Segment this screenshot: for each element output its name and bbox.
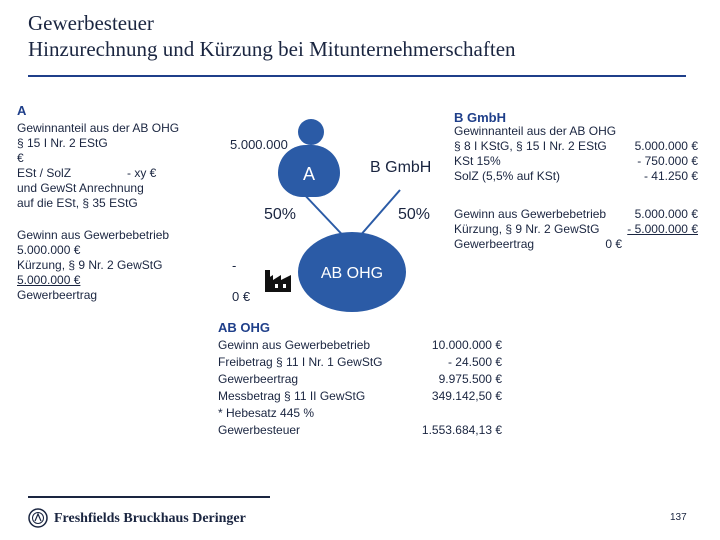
right-row-label: KSt 15% — [454, 154, 501, 168]
ohg-value-col — [380, 337, 502, 439]
left-heading: A — [17, 103, 27, 118]
ohg-label-col — [218, 337, 383, 439]
right-gew-label: Kürzung, § 9 Nr. 2 GewStG — [454, 222, 600, 236]
left-gew-line: 5.000.000 € — [17, 243, 81, 257]
firm-seal-icon — [28, 508, 48, 528]
minus-xy: - xy € — [127, 166, 157, 180]
right-intro: Gewinnanteil aus der AB OHG — [454, 124, 617, 138]
pct-left: 50% — [264, 206, 297, 223]
node-ohg-label: AB OHG — [320, 265, 384, 282]
left-line: und GewSt Anrechnung — [17, 181, 144, 195]
zero-label: 0 € — [232, 289, 251, 304]
left-line: ESt / SolZ - xy € — [17, 166, 157, 180]
right-gew-label: Gewinn aus Gewerbebetrieb — [454, 207, 607, 221]
node-b-label: B GmbH — [370, 159, 432, 176]
left-gew-line: Gewerbeertrag — [17, 288, 98, 302]
ohg-row-label: Gewerbeertrag — [218, 372, 299, 386]
firm-name: Freshfields Bruckhaus Deringer — [54, 511, 246, 526]
left-gew-line: Kürzung, § 9 Nr. 2 GewStG — [17, 258, 163, 272]
ohg-row-value — [380, 405, 502, 422]
ohg-row-value: 1.553.684,13 € — [421, 423, 502, 437]
title-line-2: Hinzurechnung und Kürzung bei Mitunternehmerschaften — [28, 37, 516, 61]
left-line: € — [17, 151, 24, 165]
right-gew-value: 0 € — [605, 237, 622, 251]
factory-icon — [263, 268, 293, 294]
title-line-1: Gewerbesteuer — [28, 11, 154, 35]
ohg-row-label: Messbetrag § 11 II GewStG — [218, 389, 366, 403]
right-row-value: - 41.250 € — [643, 169, 698, 183]
ohg-row-value: 9.975.500 € — [438, 372, 502, 386]
left-line: auf die ESt, § 35 EStG — [17, 196, 138, 210]
person-head-icon — [298, 119, 324, 145]
ohg-row-value: 349.142,50 € — [431, 389, 502, 403]
right-row-value: - 750.000 € — [637, 154, 698, 168]
ohg-row-value: - 24.500 € — [447, 355, 502, 369]
right-gew-label-col — [454, 207, 606, 252]
right-gew-value: - 5.000.000 € — [627, 222, 698, 236]
right-row-label: § 8 I KStG, § 15 I Nr. 2 EStG — [454, 139, 607, 153]
right-row-label: SolZ (5,5% auf KSt) — [454, 169, 561, 183]
page-number: 137 — [670, 512, 687, 523]
right-value-col — [600, 139, 698, 184]
ohg-row-label: * Hebesatz 445 % — [218, 406, 315, 420]
right-gew-label: Gewerbeertrag — [454, 237, 535, 251]
ohg-row-label: Gewerbesteuer — [218, 423, 301, 437]
ohg-heading: AB OHG — [218, 320, 270, 335]
ohg-row-label: Gewinn aus Gewerbebetrieb — [218, 338, 371, 352]
amount-a: 5.000.000 — [230, 137, 288, 152]
left-line: Gewinnanteil aus der AB OHG — [17, 121, 180, 135]
right-gew-value: 5.000.000 € — [634, 207, 698, 221]
left-gew-line: 5.000.000 € — [17, 273, 81, 287]
left-line: § 15 I Nr. 2 EStG — [17, 136, 108, 150]
ohg-row-label: Freibetrag § 11 I Nr. 1 GewStG — [218, 355, 383, 369]
dash-label: - — [232, 258, 237, 273]
right-heading: B GmbH — [454, 110, 506, 125]
node-a-label: A — [302, 164, 315, 184]
left-gew-line: Gewinn aus Gewerbebetrieb — [17, 228, 170, 242]
right-label-col — [454, 139, 607, 184]
pct-right: 50% — [398, 206, 431, 223]
ohg-row-value: 10.000.000 € — [431, 338, 502, 352]
node-ohg — [298, 232, 406, 312]
right-gew-value-col — [600, 207, 698, 252]
right-row-value: 5.000.000 € — [634, 139, 698, 153]
footer-rule — [28, 496, 270, 498]
